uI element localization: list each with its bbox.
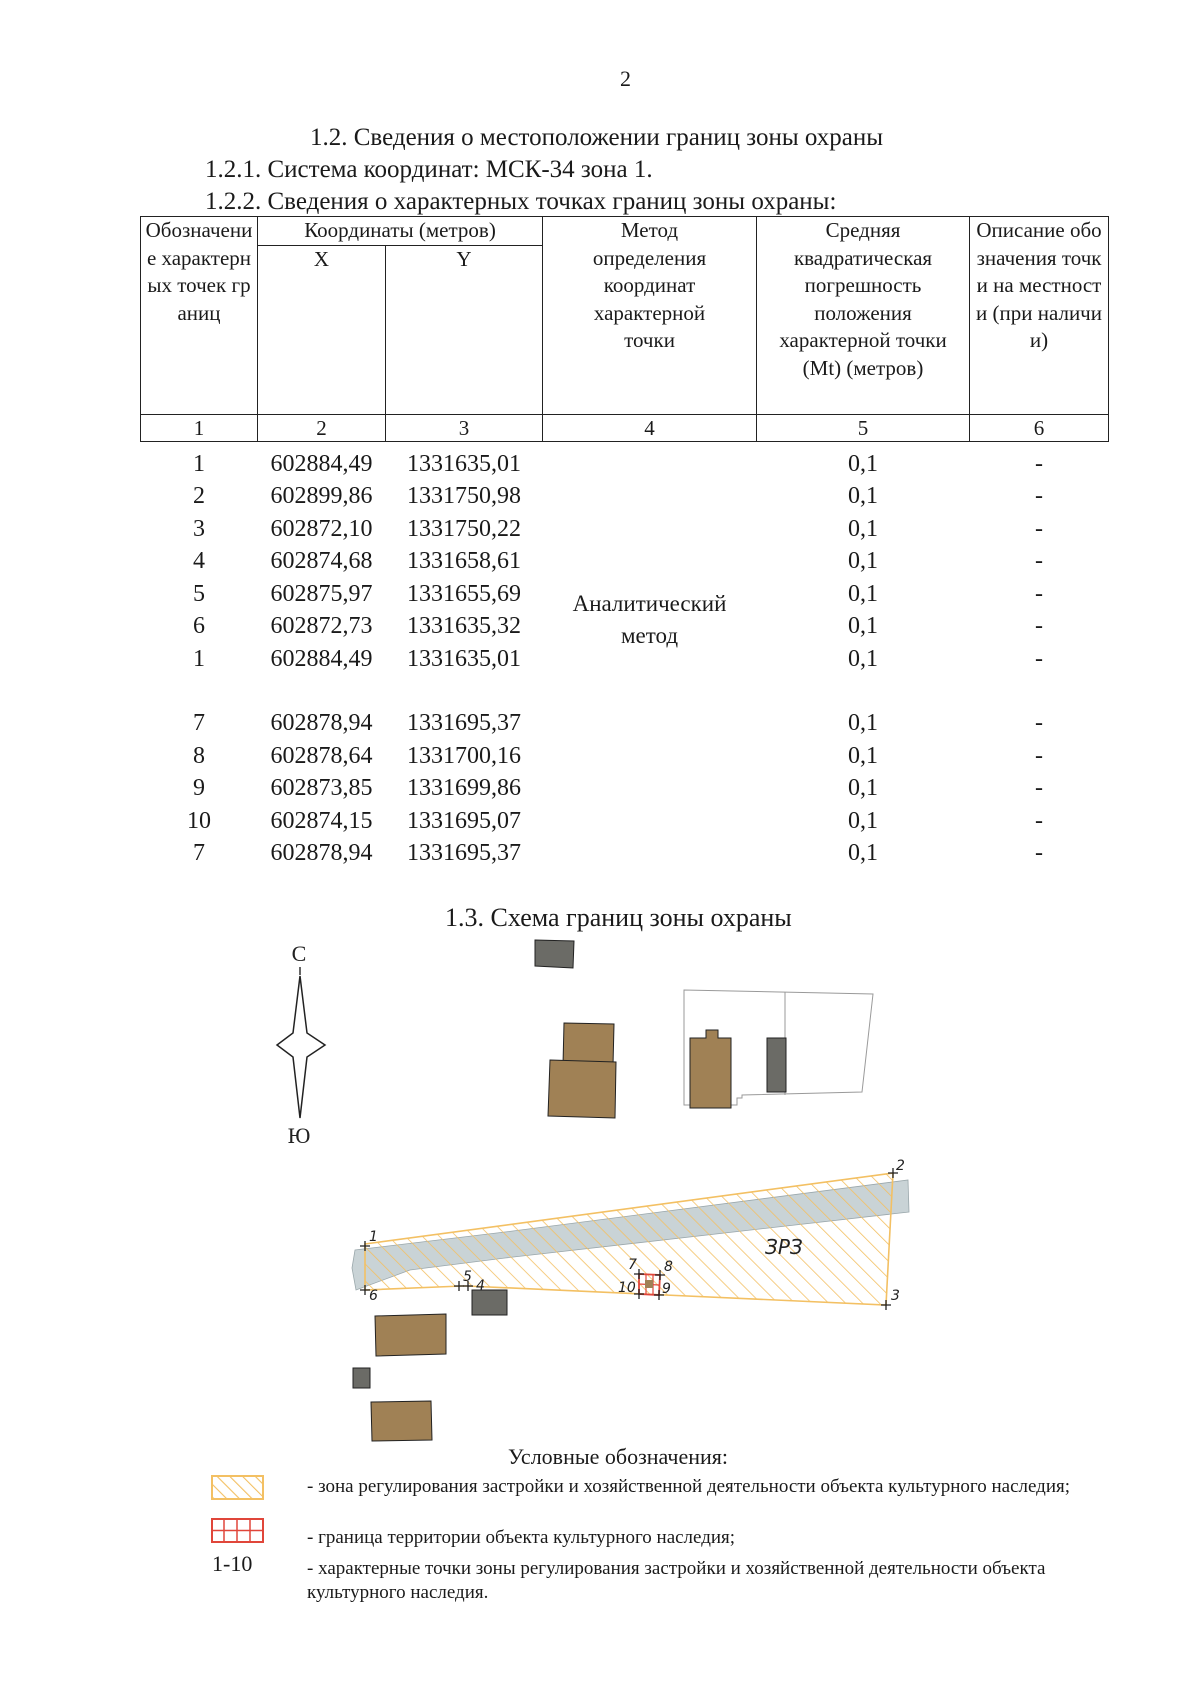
point-label: 1 (369, 1229, 378, 1245)
cell-y: 1331658,61 (407, 548, 521, 575)
legend-item-zone: - зона регулирования застройки и хозяйственной деятельности объекта культурного наследия; (307, 1476, 1071, 1497)
south-label: Ю (287, 1123, 311, 1148)
cell-x: 602874,68 (270, 548, 373, 575)
cell-description: - (1035, 710, 1044, 737)
cell-error: 0,1 (848, 742, 879, 769)
header-error: Средняя квадратическая погрешность положения характерной точки (Mt) (метров) (757, 217, 970, 415)
cell-description: - (1035, 840, 1044, 867)
cell-point: 3 (193, 515, 205, 542)
cell-x: 602878,94 (270, 840, 373, 867)
cell-x: 602884,49 (270, 645, 373, 672)
cell-error: 0,1 (848, 645, 879, 672)
cell-x: 602872,73 (270, 613, 373, 640)
cell-point: 5 (193, 580, 205, 607)
legend-item-boundary: - граница территории объекта культурного наследия; (307, 1527, 736, 1548)
scheme-title: 1.3. Схема границ зоны охраны (445, 903, 792, 932)
legend-item-points: - характерные точки зоны регулирования застройки и хозяйственной деятельности объекта культурного наследия. (307, 1558, 1046, 1603)
buildings (353, 940, 786, 1441)
cell-point: 6 (193, 613, 205, 640)
building (548, 1060, 616, 1118)
cell-y: 1331700,16 (407, 742, 521, 769)
cell-error: 0,1 (848, 548, 879, 575)
point-label: 4 (476, 1278, 485, 1294)
cell-y: 1331750,98 (407, 483, 521, 510)
cell-point: 8 (193, 742, 205, 769)
cell-description: - (1035, 645, 1044, 672)
point-label: 6 (369, 1288, 378, 1304)
point-label: 8 (664, 1259, 673, 1275)
cell-x: 602875,97 (270, 580, 373, 607)
cell-y: 1331655,69 (407, 580, 521, 607)
column-number: 4 (543, 414, 757, 441)
cell-description: - (1035, 483, 1044, 510)
point-label: 5 (463, 1269, 472, 1285)
heading-1-2-1: 1.2.1. Система координат: МСК-34 зона 1. (205, 156, 653, 183)
cell-point: 2 (193, 483, 205, 510)
column-number: 3 (386, 414, 543, 441)
building-gray (767, 1038, 786, 1092)
point-label: 9 (662, 1281, 671, 1297)
legend-title: Условные обозначения: (508, 1444, 729, 1469)
cell-x: 602878,94 (270, 710, 373, 737)
header-description: Описание обозначения точки на местности (при наличии) (970, 217, 1109, 415)
cell-error: 0,1 (848, 515, 879, 542)
column-number: 5 (757, 414, 970, 441)
column-number: 1 (141, 414, 258, 441)
cell-y: 1331635,01 (407, 645, 521, 672)
building (563, 1023, 614, 1066)
cell-point: 7 (193, 840, 205, 867)
header-y: Y (386, 245, 543, 414)
point-label: 7 (628, 1257, 637, 1273)
cell-x: 602884,49 (270, 450, 373, 477)
cell-point: 7 (193, 710, 205, 737)
cell-x: 602878,64 (270, 742, 373, 769)
page-number: 2 (620, 66, 631, 91)
point-label: 3 (891, 1288, 900, 1304)
cell-error: 0,1 (848, 775, 879, 802)
cell-description: - (1035, 515, 1044, 542)
north-arrow-icon (277, 967, 325, 1118)
heading-1-2-2: 1.2.2. Сведения о характерных точках границ зоны охраны: (205, 188, 837, 215)
cell-description: - (1035, 742, 1044, 769)
cell-description: - (1035, 613, 1044, 640)
legend-boundary-swatch (212, 1519, 263, 1542)
zone-label: ЗРЗ (765, 1235, 803, 1259)
cell-point: 1 (193, 450, 205, 477)
cell-description: - (1035, 580, 1044, 607)
cell-error: 0,1 (848, 580, 879, 607)
legend-points-code: 1-10 (212, 1551, 253, 1576)
point-label: 10 (618, 1280, 636, 1296)
cell-y: 1331750,22 (407, 515, 521, 542)
header-coords: Координаты (метров) (258, 217, 543, 246)
north-label: С (291, 941, 307, 966)
cell-error: 0,1 (848, 483, 879, 510)
cell-point: 10 (187, 807, 211, 834)
header-point: Обозначение характерных точек границ (141, 217, 258, 415)
cell-y: 1331635,32 (407, 613, 521, 640)
cell-point: 1 (193, 645, 205, 672)
cell-error: 0,1 (848, 450, 879, 477)
heading-1-2: 1.2. Сведения о местоположении границ зоны охраны (310, 124, 884, 151)
cell-description: - (1035, 450, 1044, 477)
cell-error: 0,1 (848, 807, 879, 834)
building-gray (535, 940, 574, 968)
legend-zone-swatch (212, 1476, 263, 1499)
cell-description: - (1035, 775, 1044, 802)
building (375, 1314, 446, 1356)
cell-method: Аналитический метод (572, 590, 727, 648)
point-label: 2 (896, 1158, 905, 1174)
cell-x: 602873,85 (270, 775, 373, 802)
cell-y: 1331695,37 (407, 840, 521, 867)
building (690, 1030, 731, 1108)
cell-x: 602874,15 (270, 807, 373, 834)
cell-description: - (1035, 548, 1044, 575)
building-gray (353, 1368, 370, 1388)
cell-y: 1331695,07 (407, 807, 521, 834)
column-number: 2 (258, 414, 386, 441)
building (371, 1401, 432, 1441)
cell-point: 4 (193, 548, 205, 575)
column-number: 6 (970, 414, 1109, 441)
cell-x: 602872,10 (270, 515, 373, 542)
cell-error: 0,1 (848, 840, 879, 867)
cell-y: 1331699,86 (407, 775, 521, 802)
cell-y: 1331635,01 (407, 450, 521, 477)
cell-description: - (1035, 807, 1044, 834)
cell-x: 602899,86 (270, 483, 373, 510)
cell-y: 1331695,37 (407, 710, 521, 737)
header-x: X (258, 245, 386, 414)
cell-error: 0,1 (848, 710, 879, 737)
cell-point: 9 (193, 775, 205, 802)
cell-error: 0,1 (848, 613, 879, 640)
header-method: Метод определения координат характерной точки (543, 217, 757, 415)
